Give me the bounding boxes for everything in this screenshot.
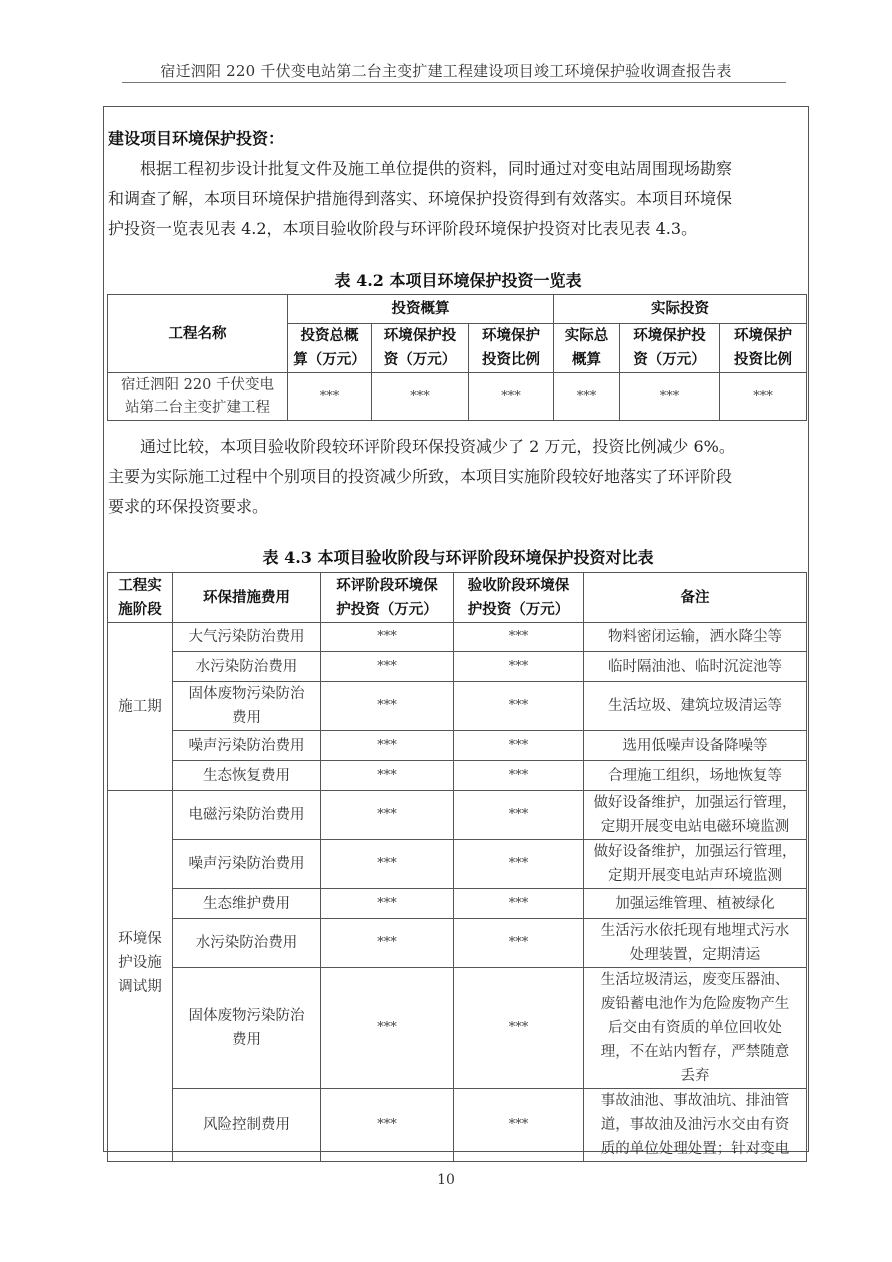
cost-item-cell bbox=[173, 761, 321, 791]
paragraph-line: 要求的环保投资要求。 bbox=[108, 497, 269, 516]
phase-line: 环境保 bbox=[118, 931, 162, 947]
note-cell bbox=[584, 1089, 807, 1162]
table-row bbox=[108, 840, 807, 889]
column-header-3 bbox=[454, 573, 584, 623]
acceptance-value-cell: *** bbox=[454, 919, 584, 968]
acceptance-value-cell: *** bbox=[454, 1089, 584, 1162]
note-line: 物料密闭运输，洒水降尘等 bbox=[608, 629, 782, 645]
note-cell bbox=[584, 919, 807, 968]
phase-line: 施工期 bbox=[118, 698, 162, 715]
eia-value-cell: *** bbox=[321, 840, 454, 889]
note-cell bbox=[584, 731, 807, 761]
eia-value-cell: *** bbox=[321, 791, 454, 840]
cost-item-line: 水污染防治费用 bbox=[195, 658, 298, 675]
value-cell: *** bbox=[372, 373, 469, 421]
note-line: 生活垃圾、建筑垃圾清运等 bbox=[608, 698, 782, 714]
table-4-3 bbox=[107, 572, 807, 1162]
note-cell bbox=[584, 889, 807, 919]
table-4-2-caption: 表 4.2 本项目环境保护投资一览表 bbox=[334, 271, 582, 290]
note-cell bbox=[584, 652, 807, 682]
note-line: 废铅蓄电池作为危险废物产生 bbox=[600, 996, 790, 1012]
cost-item-line: 噪声污染防治费用 bbox=[188, 737, 305, 754]
note-line: 后交由有资质的单位回收处 bbox=[608, 1020, 782, 1036]
running-header: 宿迁泗阳 220 千伏变电站第二台主变扩建工程建设项目竣工环境保护验收调查报告表 bbox=[160, 62, 732, 80]
cost-item-line: 噪声污染防治费用 bbox=[188, 856, 305, 872]
section-title: 建设项目环境保护投资： bbox=[108, 129, 285, 148]
project-name-line: 宿迁泗阳 220 千伏变电 bbox=[121, 376, 274, 393]
note-cell bbox=[584, 840, 807, 889]
eia-value-cell: *** bbox=[321, 919, 454, 968]
note-cell bbox=[584, 682, 807, 731]
column-header-line: 施阶段 bbox=[118, 600, 162, 618]
sub-header-line: 资（万元） bbox=[383, 351, 457, 368]
table-4-3-caption: 表 4.3 本项目验收阶段与环评阶段环境保护投资对比表 bbox=[262, 548, 654, 567]
note-cell bbox=[584, 791, 807, 840]
sub-header-line: 环境保护 bbox=[482, 327, 540, 344]
paragraph-intro bbox=[108, 154, 808, 244]
sub-header-line: 环境保护投 bbox=[383, 327, 457, 344]
table-row bbox=[108, 1089, 807, 1162]
note-cell bbox=[584, 761, 807, 791]
paragraph-line: 和调查了解，本项目环境保护措施得到落实、环境保护投资得到有效落实。本项目环境保 bbox=[108, 189, 733, 208]
cost-item-line: 固体废物污染防治 bbox=[188, 1008, 305, 1024]
value-cell: *** bbox=[620, 373, 720, 421]
table-row bbox=[108, 761, 807, 791]
sub-header-1 bbox=[372, 324, 469, 373]
table-row bbox=[108, 682, 807, 731]
note-line: 临时隔油池、临时沉淀池等 bbox=[608, 658, 782, 675]
sub-header-line: 实际总 bbox=[564, 327, 609, 344]
sub-header-0 bbox=[288, 324, 372, 373]
note-line: 合理施工组织，场地恢复等 bbox=[608, 767, 782, 784]
note-line: 做好设备维护，加强运行管理， bbox=[593, 844, 797, 860]
header-rule bbox=[122, 82, 786, 83]
note-line: 定期开展变电站声环境监测 bbox=[608, 868, 782, 884]
eia-value-cell: *** bbox=[321, 682, 454, 731]
note-line: 选用低噪声设备降噪等 bbox=[622, 737, 768, 754]
column-header-line: 护投资（万元） bbox=[336, 600, 438, 618]
paragraph-line: 通过比较，本项目验收阶段较环评阶段环保投资减少了 2 万元，投资比例减少 6%。 bbox=[140, 437, 735, 456]
eia-value-cell: *** bbox=[321, 623, 454, 652]
note-line: 加强运维管理、植被绿化 bbox=[615, 895, 775, 912]
acceptance-value-cell: *** bbox=[454, 682, 584, 731]
sub-header-line: 资（万元） bbox=[633, 351, 706, 368]
eia-value-cell: *** bbox=[321, 1089, 454, 1162]
cost-item-line: 费用 bbox=[232, 1032, 261, 1048]
cost-item-cell bbox=[173, 968, 321, 1089]
table-row bbox=[108, 968, 807, 1089]
phase-cell bbox=[108, 623, 173, 791]
column-header-line: 环保措施费用 bbox=[203, 588, 290, 606]
sub-header-3 bbox=[554, 324, 620, 373]
table-row bbox=[108, 791, 807, 840]
table-row bbox=[108, 623, 807, 652]
note-line: 做好设备维护，加强运行管理， bbox=[593, 795, 797, 811]
header-actual-group: 实际投资 bbox=[554, 295, 807, 324]
acceptance-value-cell: *** bbox=[454, 652, 584, 682]
cost-item-line: 风险控制费用 bbox=[203, 1117, 290, 1133]
acceptance-value-cell: *** bbox=[454, 623, 584, 652]
cost-item-cell bbox=[173, 791, 321, 840]
table-row bbox=[108, 919, 807, 968]
note-line: 道，事故油及油污水交由有资 bbox=[600, 1117, 790, 1133]
note-line: 处理装置，定期清运 bbox=[629, 947, 761, 963]
sub-header-line: 环境保护投 bbox=[633, 327, 706, 344]
paragraph-line: 主要为实际施工过程中个别项目的投资减少所致，本项目实施阶段较好地落实了环评阶段 bbox=[108, 467, 733, 486]
sub-header-2 bbox=[469, 324, 554, 373]
page-number: 10 bbox=[437, 1172, 455, 1188]
table-4-2 bbox=[107, 294, 807, 421]
column-header-line: 备注 bbox=[680, 588, 710, 606]
sub-header-line: 投资比例 bbox=[734, 351, 792, 368]
cost-item-cell bbox=[173, 731, 321, 761]
eia-value-cell: *** bbox=[321, 761, 454, 791]
sub-header-line: 投资比例 bbox=[482, 351, 540, 368]
cost-item-cell bbox=[173, 1089, 321, 1162]
cost-item-cell bbox=[173, 919, 321, 968]
note-line: 事故油池、事故油坑、排油管 bbox=[600, 1093, 790, 1109]
acceptance-value-cell: *** bbox=[454, 840, 584, 889]
paragraph-comparison bbox=[108, 432, 808, 522]
table-row bbox=[108, 889, 807, 919]
column-header-4 bbox=[584, 573, 807, 623]
note-line: 生活污水依托现有地埋式污水 bbox=[600, 923, 790, 939]
value-cell: *** bbox=[288, 373, 372, 421]
acceptance-value-cell: *** bbox=[454, 731, 584, 761]
cost-item-cell bbox=[173, 889, 321, 919]
header-budget-group: 投资概算 bbox=[288, 295, 554, 324]
cost-item-line: 生态恢复费用 bbox=[203, 767, 290, 784]
sub-header-4 bbox=[620, 324, 720, 373]
eia-value-cell: *** bbox=[321, 652, 454, 682]
sub-header-line: 投资总概 bbox=[300, 327, 359, 344]
column-header-line: 护投资（万元） bbox=[467, 600, 570, 618]
phase-line: 护设施 bbox=[118, 955, 162, 971]
eia-value-cell: *** bbox=[321, 968, 454, 1089]
note-line: 理，不在站内暂存，严禁随意 bbox=[600, 1044, 790, 1060]
paragraph-line: 护投资一览表见表 4.2，本项目验收阶段与环评阶段环境保护投资对比表见表 4.3。 bbox=[108, 219, 698, 238]
column-header-0 bbox=[108, 573, 173, 623]
note-line: 定期开展变电站电磁环境监测 bbox=[600, 819, 790, 835]
column-header-line: 工程实 bbox=[118, 576, 162, 594]
sub-header-line: 算（万元） bbox=[293, 351, 366, 368]
note-cell bbox=[584, 968, 807, 1089]
acceptance-value-cell: *** bbox=[454, 791, 584, 840]
eia-value-cell: *** bbox=[321, 889, 454, 919]
value-cell: *** bbox=[720, 373, 807, 421]
project-name-cell bbox=[108, 373, 288, 421]
column-header-line: 验收阶段环境保 bbox=[467, 576, 570, 594]
phase-line: 调试期 bbox=[118, 979, 162, 995]
sub-header-line: 环境保护 bbox=[734, 327, 792, 344]
acceptance-value-cell: *** bbox=[454, 889, 584, 919]
note-line: 质的单位处理处置；针对变电 bbox=[600, 1141, 790, 1157]
project-name-line: 站第二台主变扩建工程 bbox=[125, 399, 270, 416]
sub-header-line: 概算 bbox=[572, 351, 601, 368]
note-line: 生活垃圾清运，废变压器油、 bbox=[600, 972, 790, 988]
sub-header-5 bbox=[720, 324, 807, 373]
cost-item-line: 电磁污染防治费用 bbox=[188, 807, 305, 823]
value-cell: *** bbox=[469, 373, 554, 421]
cost-item-line: 大气污染防治费用 bbox=[188, 629, 305, 645]
cost-item-line: 固体废物污染防治 bbox=[188, 686, 305, 702]
column-header-line: 环评阶段环境保 bbox=[336, 576, 438, 594]
value-cell: *** bbox=[554, 373, 620, 421]
cost-item-line: 费用 bbox=[232, 710, 261, 726]
header-project-name: 工程名称 bbox=[108, 295, 288, 373]
column-header-1 bbox=[173, 573, 321, 623]
table-row bbox=[108, 652, 807, 682]
table-row bbox=[108, 731, 807, 761]
cost-item-line: 水污染防治费用 bbox=[195, 935, 298, 951]
acceptance-value-cell: *** bbox=[454, 968, 584, 1089]
acceptance-value-cell: *** bbox=[454, 761, 584, 791]
eia-value-cell: *** bbox=[321, 731, 454, 761]
cost-item-cell bbox=[173, 623, 321, 652]
paragraph-line: 根据工程初步设计批复文件及施工单位提供的资料，同时通过对变电站周围现场勘察 bbox=[140, 159, 733, 178]
cost-item-cell bbox=[173, 682, 321, 731]
note-cell bbox=[584, 623, 807, 652]
cost-item-line: 生态维护费用 bbox=[203, 895, 290, 912]
cost-item-cell bbox=[173, 840, 321, 889]
note-line: 丢弃 bbox=[680, 1068, 710, 1084]
phase-cell bbox=[108, 791, 173, 1162]
column-header-2 bbox=[321, 573, 454, 623]
cost-item-cell bbox=[173, 652, 321, 682]
